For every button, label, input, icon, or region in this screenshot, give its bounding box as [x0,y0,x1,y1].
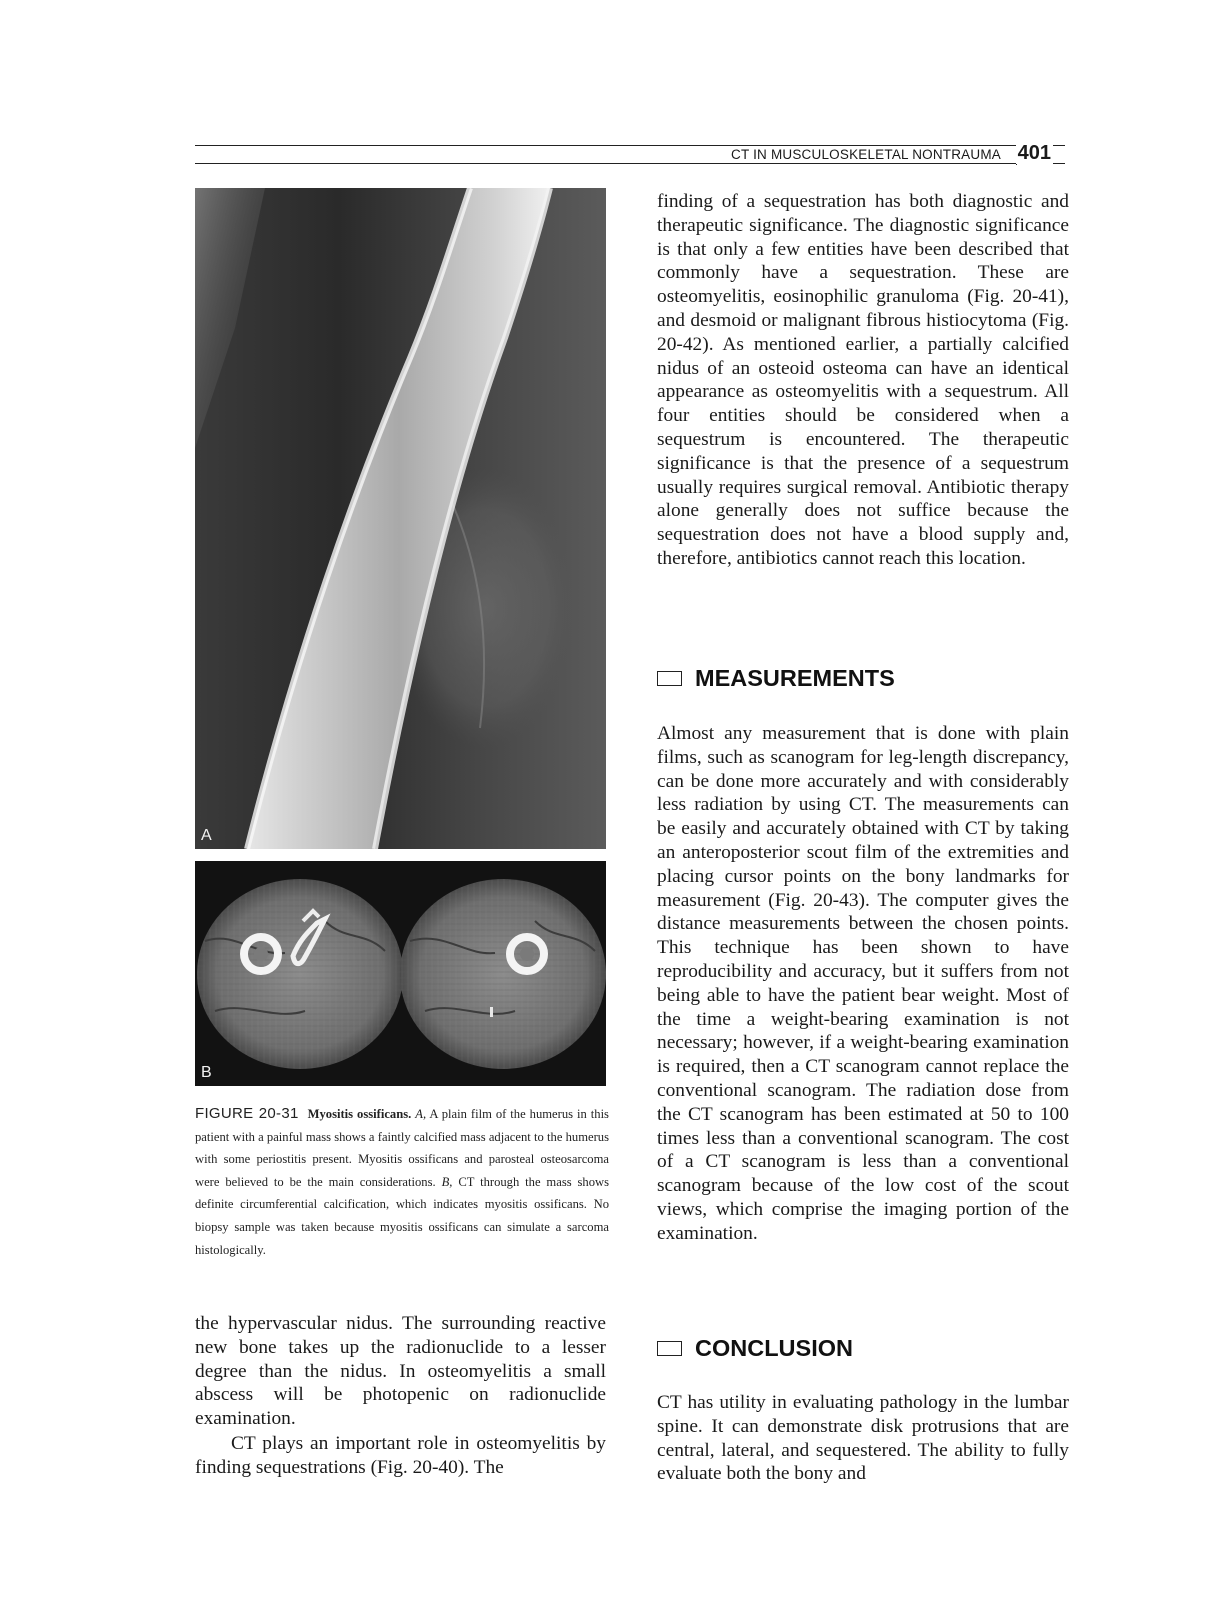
radiograph-image [195,188,606,849]
figure-panel-b-ct-scan [195,861,606,1086]
caption-panel-b-text: CT through the mass shows definite circumferential calcification, which indicates myositis ossificans. No biopsy sample was taken because myositis ossificans can simulate a sarcoma histologically. [195,1174,610,1257]
figure-caption [195,1103,609,1261]
heading-conclusion [657,1335,853,1362]
figure-panel-a-radiograph [195,188,606,849]
heading-measurements [657,665,895,692]
running-head-title: CT IN MUSCULOSKELETAL NONTRAUMA [721,147,1007,163]
ct-scan-image [195,861,606,1086]
caption-title: Myositis ossificans. [307,1107,412,1121]
heading-conclusion-text: CONCLUSION [695,1335,853,1361]
right-paragraph-conclusion: CT has utility in evaluating pathology in the lumbar spine. It can demonstrate disk protrusions that are central, lateral, and sequestered. The ability to fully evaluate both the bony and [657,1392,1069,1485]
left-paragraph-1: the hypervascular nidus. The surrounding reactive new bone takes up the radionuclide to a lesser degree than the nidus. In osteomyelitis a small abscess will be photopenic on radionuclide examination. [195,1313,606,1430]
heading-box-icon [657,671,682,686]
heading-measurements-text: MEASUREMENTS [695,665,895,691]
page-number: 401 [1017,142,1051,164]
left-paragraph-2: CT plays an important role in osteomyelitis by finding sequestrations (Fig. 20-40). The [195,1433,606,1478]
header-rule-bottom [195,163,1065,164]
caption-panel-a-text: A plain film of the humerus in this patient with a painful mass shows a faintly calcified mass adjacent to the humerus with some periostitis present. Myositis ossificans and parosteal osteosarcoma were believed to be the main considerations. [195,1107,609,1189]
caption-panel-a-marker: A, [415,1107,427,1121]
panel-a-letter: A [201,827,212,844]
right-paragraph-sequestration: finding of a sequestration has both diagnostic and therapeutic significance. The diagnostic significance is that only a few entities have been described that commonly have a sequestration. These are osteomyelitis, eosinophilic granuloma (Fig. 20-41), and desmoid or malignant fibrous histiocytoma (Fig. 20-42). As mentioned earlier, a partially calcified nidus of an osteoid osteoma can have an identical appearance as osteomyelitis with a sequestrum. All four entities should be considered when a sequestrum is encountered. The therapeutic significance is that the presence of a sequestrum usually requires surgical removal. Antibiotic therapy alone generally does not suffice because the sequestration does not have a blood supply and, therefore, antibiotics cannot reach this location. [657,191,1069,569]
figure-label: FIGURE 20-31 [195,1105,299,1122]
right-paragraph-measurements: Almost any measurement that is done with plain films, such as scanogram for leg-length discrepancy, can be done more accurately and with considerably less radiation by using CT. The measurements can be easily and accurately obtained with CT by taking an anteroposterior scout film of the extremities and placing cursor points on the bony landmarks for measurement (Fig. 20-43). The computer gives the distance measurements between the chosen points. This technique has been shown to have reproducibility and accuracy, but it suffers from not being able to have the patient bear weight. Most of the time a weight-bearing examination is not necessary; however, if a weight-bearing examination is required, then a CT scanogram cannot replace the conventional scanogram. The radiation dose from the CT scanogram has been estimated at 50 to 100 times less than a conventional scanogram. The cost of a CT scanogram is less than a conventional scanogram because of the low cost of the scout views, which comprise the imaging portion of the examination. [657,723,1069,1244]
header-rule-top [195,145,1065,146]
running-head [195,143,1065,169]
panel-b-letter: B [201,1064,212,1081]
caption-panel-b-marker: B, [441,1174,453,1189]
heading-box-icon [657,1341,682,1356]
